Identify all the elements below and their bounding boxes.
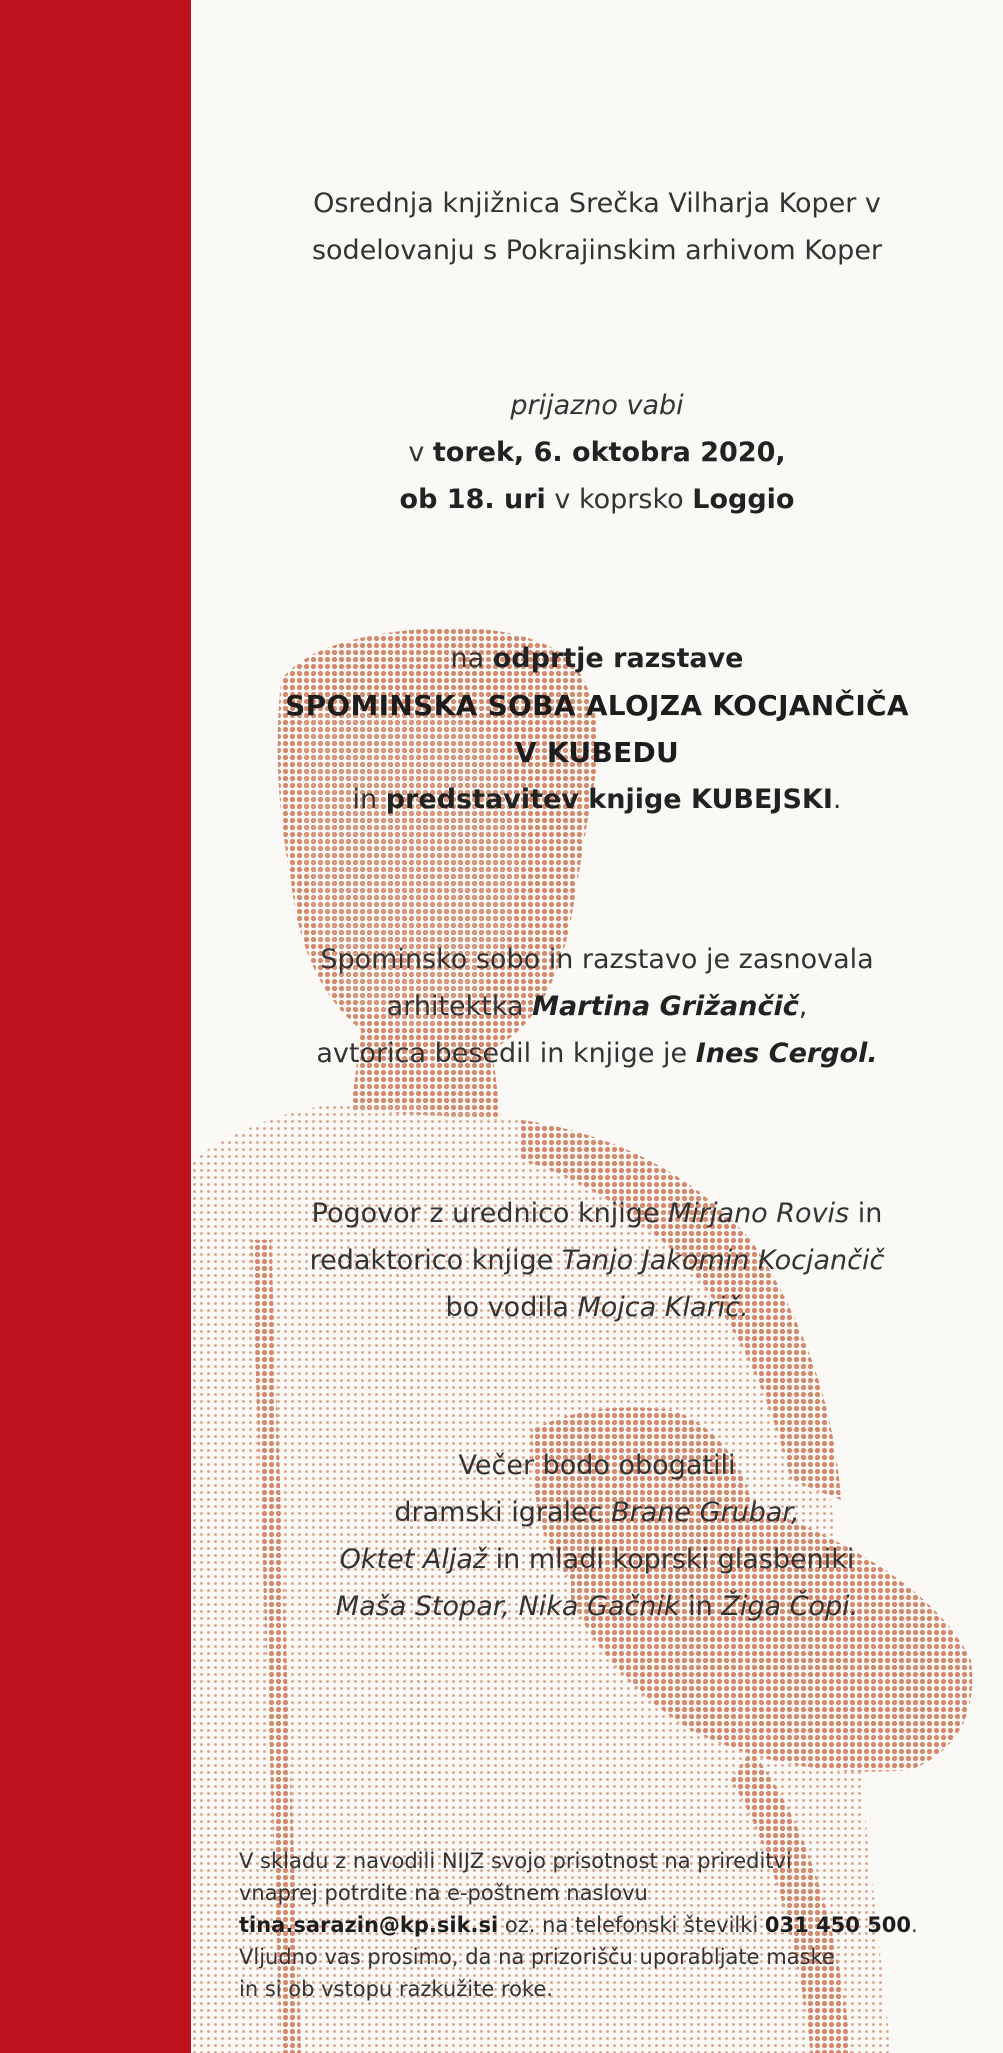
exhibition-title-line-2: V KUBEDU [514, 736, 680, 769]
invite-phrase: prijazno vabi [510, 390, 684, 421]
redactor-name: Tanjo Jakomin Kocjančič [561, 1245, 885, 1276]
music-and: in [679, 1591, 722, 1622]
choir-name: Oktet Aljaž [339, 1544, 488, 1575]
music-suffix-3: in mladi koprski glasbeniki [487, 1544, 855, 1575]
event-date: torek, 6. oktobra 2020, [432, 437, 786, 468]
architect-comma: , [798, 991, 808, 1022]
contact-email-link[interactable]: tina.sarazin@kp.sik.si [239, 1913, 499, 1937]
exhibition-title-line-1: SPOMINSKA SOBA ALOJZA KOCJANČIČA [285, 689, 909, 722]
event-place: Loggio [692, 484, 795, 515]
music-block [191, 1442, 1003, 1630]
notice-mid: oz. na telefonski številki [498, 1913, 765, 1937]
notice-end: . [911, 1913, 918, 1937]
musicians-names: Maša Stopar, Nika Gačnik [335, 1591, 680, 1622]
music-prefix-2: dramski igralec [394, 1497, 612, 1528]
music-line-1: Večer bodo obogatili [458, 1450, 736, 1481]
invite-block [191, 382, 1003, 523]
notice-line-1: V skladu z navodili NIJZ svojo prisotnost na prireditvi [239, 1849, 792, 1873]
musician-name-last: Žiga Čopi. [721, 1591, 859, 1622]
actor-name: Brane Grubar, [611, 1497, 800, 1528]
notice-line-5: in si ob vstopu razkužite roke. [239, 1977, 553, 2001]
nijz-notice [239, 1845, 979, 2005]
organizer-block [191, 180, 1003, 274]
credits-line-1: Spominsko sobo in razstavo je zasnovala [320, 944, 874, 975]
red-side-band [0, 0, 191, 2053]
author-prefix: avtorica besedil in knjige je [316, 1038, 696, 1069]
talk-block [191, 1190, 1003, 1331]
contact-phone: 031 450 500 [764, 1913, 912, 1937]
invite-v: v [408, 437, 433, 468]
credits-block [191, 936, 1003, 1077]
event-dot: . [832, 784, 842, 815]
architect-name: Martina Grižančič [532, 991, 799, 1022]
event-time: ob 18. uri [399, 484, 546, 515]
event-block [191, 635, 1003, 823]
talk-prefix-1: Pogovor z urednico knjige [311, 1198, 669, 1229]
notice-line-2: vnaprej potrdite na e-poštnem naslovu [239, 1881, 648, 1905]
place-prefix: v koprsko [545, 484, 693, 515]
exhibition-opening: odprtje razstave [492, 643, 744, 674]
author-name: Ines Cergol. [695, 1038, 878, 1069]
architect-prefix: arhitektka [386, 991, 533, 1022]
organizer-line-1: Osrednja knjižnica Srečka Vilharja Koper v [313, 188, 881, 219]
talk-prefix-3: bo vodila [445, 1292, 578, 1323]
organizer-line-2: sodelovanju s Pokrajinskim arhivom Koper [311, 235, 883, 266]
event-in: in [352, 784, 386, 815]
book-presentation: predstavitev knjige KUBEJSKI [385, 784, 833, 815]
editor-name: Mirjano Rovis [668, 1198, 850, 1229]
talk-prefix-2: redaktorico knjige [309, 1245, 562, 1276]
moderator-name: Mojca Klarič. [577, 1292, 749, 1323]
notice-line-4: Vljudno vas prosimo, da na prizorišču uporabljate maske [239, 1945, 835, 1969]
event-na: na [450, 643, 493, 674]
talk-suffix-1: in [849, 1198, 883, 1229]
invitation-content [191, 0, 1003, 2053]
